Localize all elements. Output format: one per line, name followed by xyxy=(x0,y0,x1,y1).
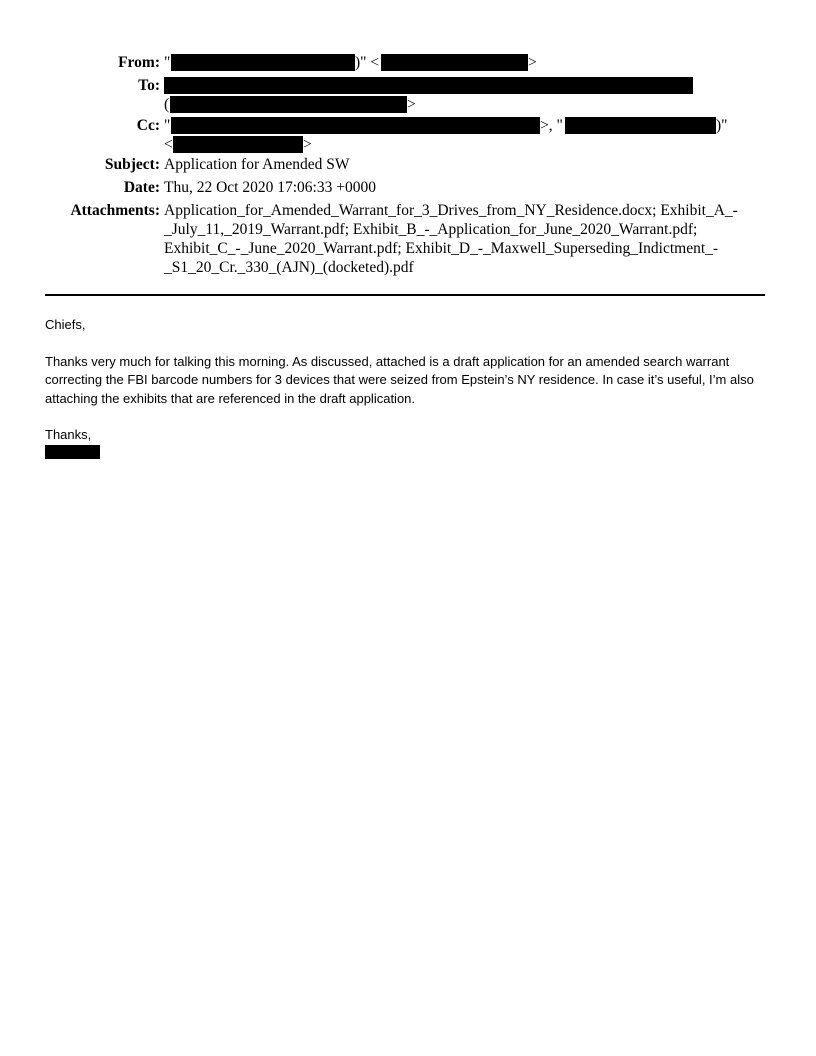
body-paragraph: Thanks very much for talking this morning. As discussed, attached is a draft application for an amended search warrant correcting the FBI barcode numbers for 3 devices that were seized from Epstein’s NY residence. In case it’s useful, I’m also attaching the exhibits that are referenced in the draft application. xyxy=(45,353,754,406)
to-paren: ( xyxy=(164,96,170,113)
cc-label: Cc: xyxy=(136,117,160,134)
attachment-line: Application_for_Amended_Warrant_for_3_Drives_from_NY_Residence.docx; Exhibit_A_- xyxy=(164,202,738,219)
cc-lt: < xyxy=(164,136,173,153)
from-end: > xyxy=(528,54,537,71)
cc-sep: >, " xyxy=(540,117,563,134)
to-label: To: xyxy=(138,77,160,94)
attachments-label: Attachments: xyxy=(70,202,160,219)
redaction-box xyxy=(381,54,528,71)
closing: Thanks, xyxy=(45,427,92,442)
header-divider xyxy=(45,294,765,296)
attachment-line: _July_11,_2019_Warrant.pdf; Exhibit_B_-_Application_for_June_2020_Warrant.pdf; xyxy=(164,221,698,238)
attachment-line: _S1_20_Cr._330_(AJN)_(docketed).pdf xyxy=(164,259,414,276)
subject-value: Application for Amended SW xyxy=(164,156,350,173)
cc-quote: " xyxy=(164,117,171,134)
email-body xyxy=(45,316,775,445)
to-end: > xyxy=(407,96,416,113)
cc-end: > xyxy=(303,136,312,153)
redaction-box xyxy=(173,136,303,153)
subject-label: Subject: xyxy=(104,156,160,173)
from-quote: " xyxy=(164,54,171,71)
date-value: Thu, 22 Oct 2020 17:06:33 +0000 xyxy=(164,179,376,196)
redaction-box xyxy=(170,96,407,113)
from-sep: )" < xyxy=(355,54,380,71)
redaction-box xyxy=(171,117,540,134)
date-label: Date: xyxy=(123,179,160,196)
redaction-box xyxy=(171,54,355,71)
attachment-line: Exhibit_C_-_June_2020_Warrant.pdf; Exhibit_D_-_Maxwell_Superseding_Indictment_- xyxy=(164,240,719,257)
attachments-list xyxy=(164,201,764,277)
greeting: Chiefs, xyxy=(45,317,86,332)
redaction-box xyxy=(565,117,716,134)
redaction-box xyxy=(164,77,693,94)
signature-redaction xyxy=(45,445,100,459)
cc-quote-end: )" xyxy=(716,117,728,134)
from-label: From: xyxy=(118,54,160,71)
